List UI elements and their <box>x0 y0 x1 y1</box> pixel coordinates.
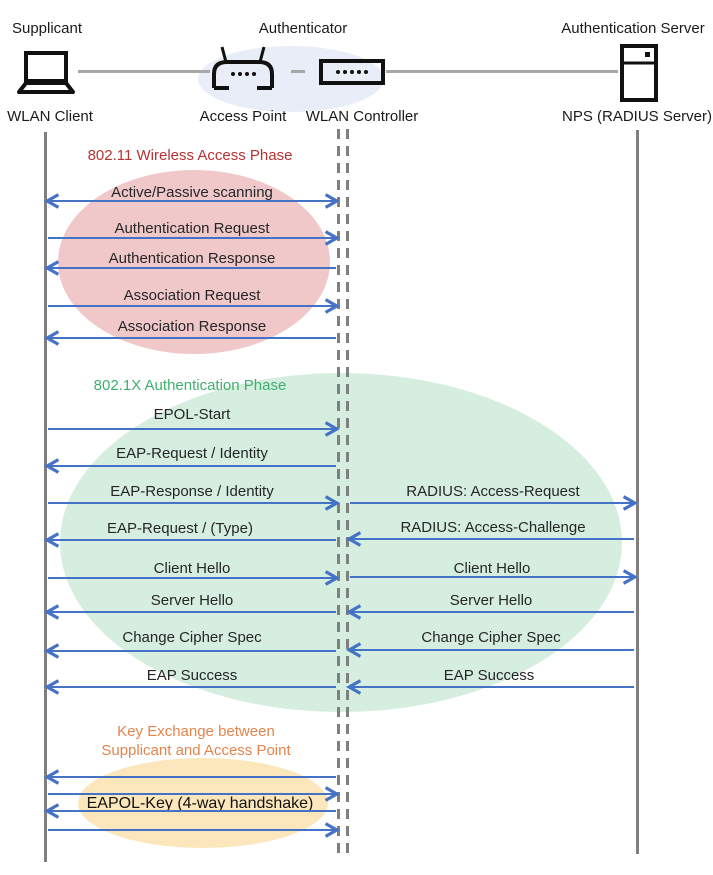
msg-active-passive-scanning: Active/Passive scanning <box>111 184 273 201</box>
msg-radius-access-challenge: RADIUS: Access-Challenge <box>400 519 586 536</box>
node-nps-radius-server: NPS (RADIUS Server) <box>561 108 713 125</box>
msg-change-cipher-spec-left: Change Cipher Spec <box>122 629 262 646</box>
role-authenticator: Authenticator <box>258 20 348 37</box>
msg-eap-request-identity: EAP-Request / Identity <box>116 445 268 462</box>
msg-eap-response-identity: EAP-Response / Identity <box>110 483 274 500</box>
msg-authentication-request: Authentication Request <box>114 220 270 237</box>
msg-eap-success-right: EAP Success <box>443 667 535 684</box>
msg-change-cipher-spec-right: Change Cipher Spec <box>421 629 561 646</box>
msg-server-hello-right: Server Hello <box>449 592 533 609</box>
msg-association-request: Association Request <box>123 287 261 304</box>
msg-eapol-key-handshake: EAPOL-Key (4-way handshake) <box>86 795 314 812</box>
msg-radius-access-request: RADIUS: Access-Request <box>406 483 580 500</box>
node-access-point: Access Point <box>199 108 287 125</box>
msg-server-hello-left: Server Hello <box>150 592 234 609</box>
phase3-title-line2: Supplicant and Access Point <box>101 742 291 759</box>
msg-client-hello-right: Client Hello <box>453 560 531 577</box>
msg-association-response: Association Response <box>117 318 267 335</box>
role-supplicant: Supplicant <box>11 20 83 37</box>
msg-client-hello-left: Client Hello <box>153 560 231 577</box>
role-authentication-server: Authentication Server <box>561 20 705 37</box>
phase1-title: 802.11 Wireless Access Phase <box>87 147 293 164</box>
phase3-title-line1: Key Exchange between <box>117 723 275 740</box>
msg-authentication-response: Authentication Response <box>108 250 276 267</box>
node-wlan-client: WLAN Client <box>7 108 93 125</box>
node-wlan-controller: WLAN Controller <box>305 108 419 125</box>
msg-epol-start: EPOL-Start <box>153 406 231 423</box>
phase2-title: 802.1X Authentication Phase <box>93 377 287 394</box>
msg-eap-success-left: EAP Success <box>146 667 238 684</box>
msg-eap-request-type: EAP-Request / (Type) <box>107 520 253 537</box>
